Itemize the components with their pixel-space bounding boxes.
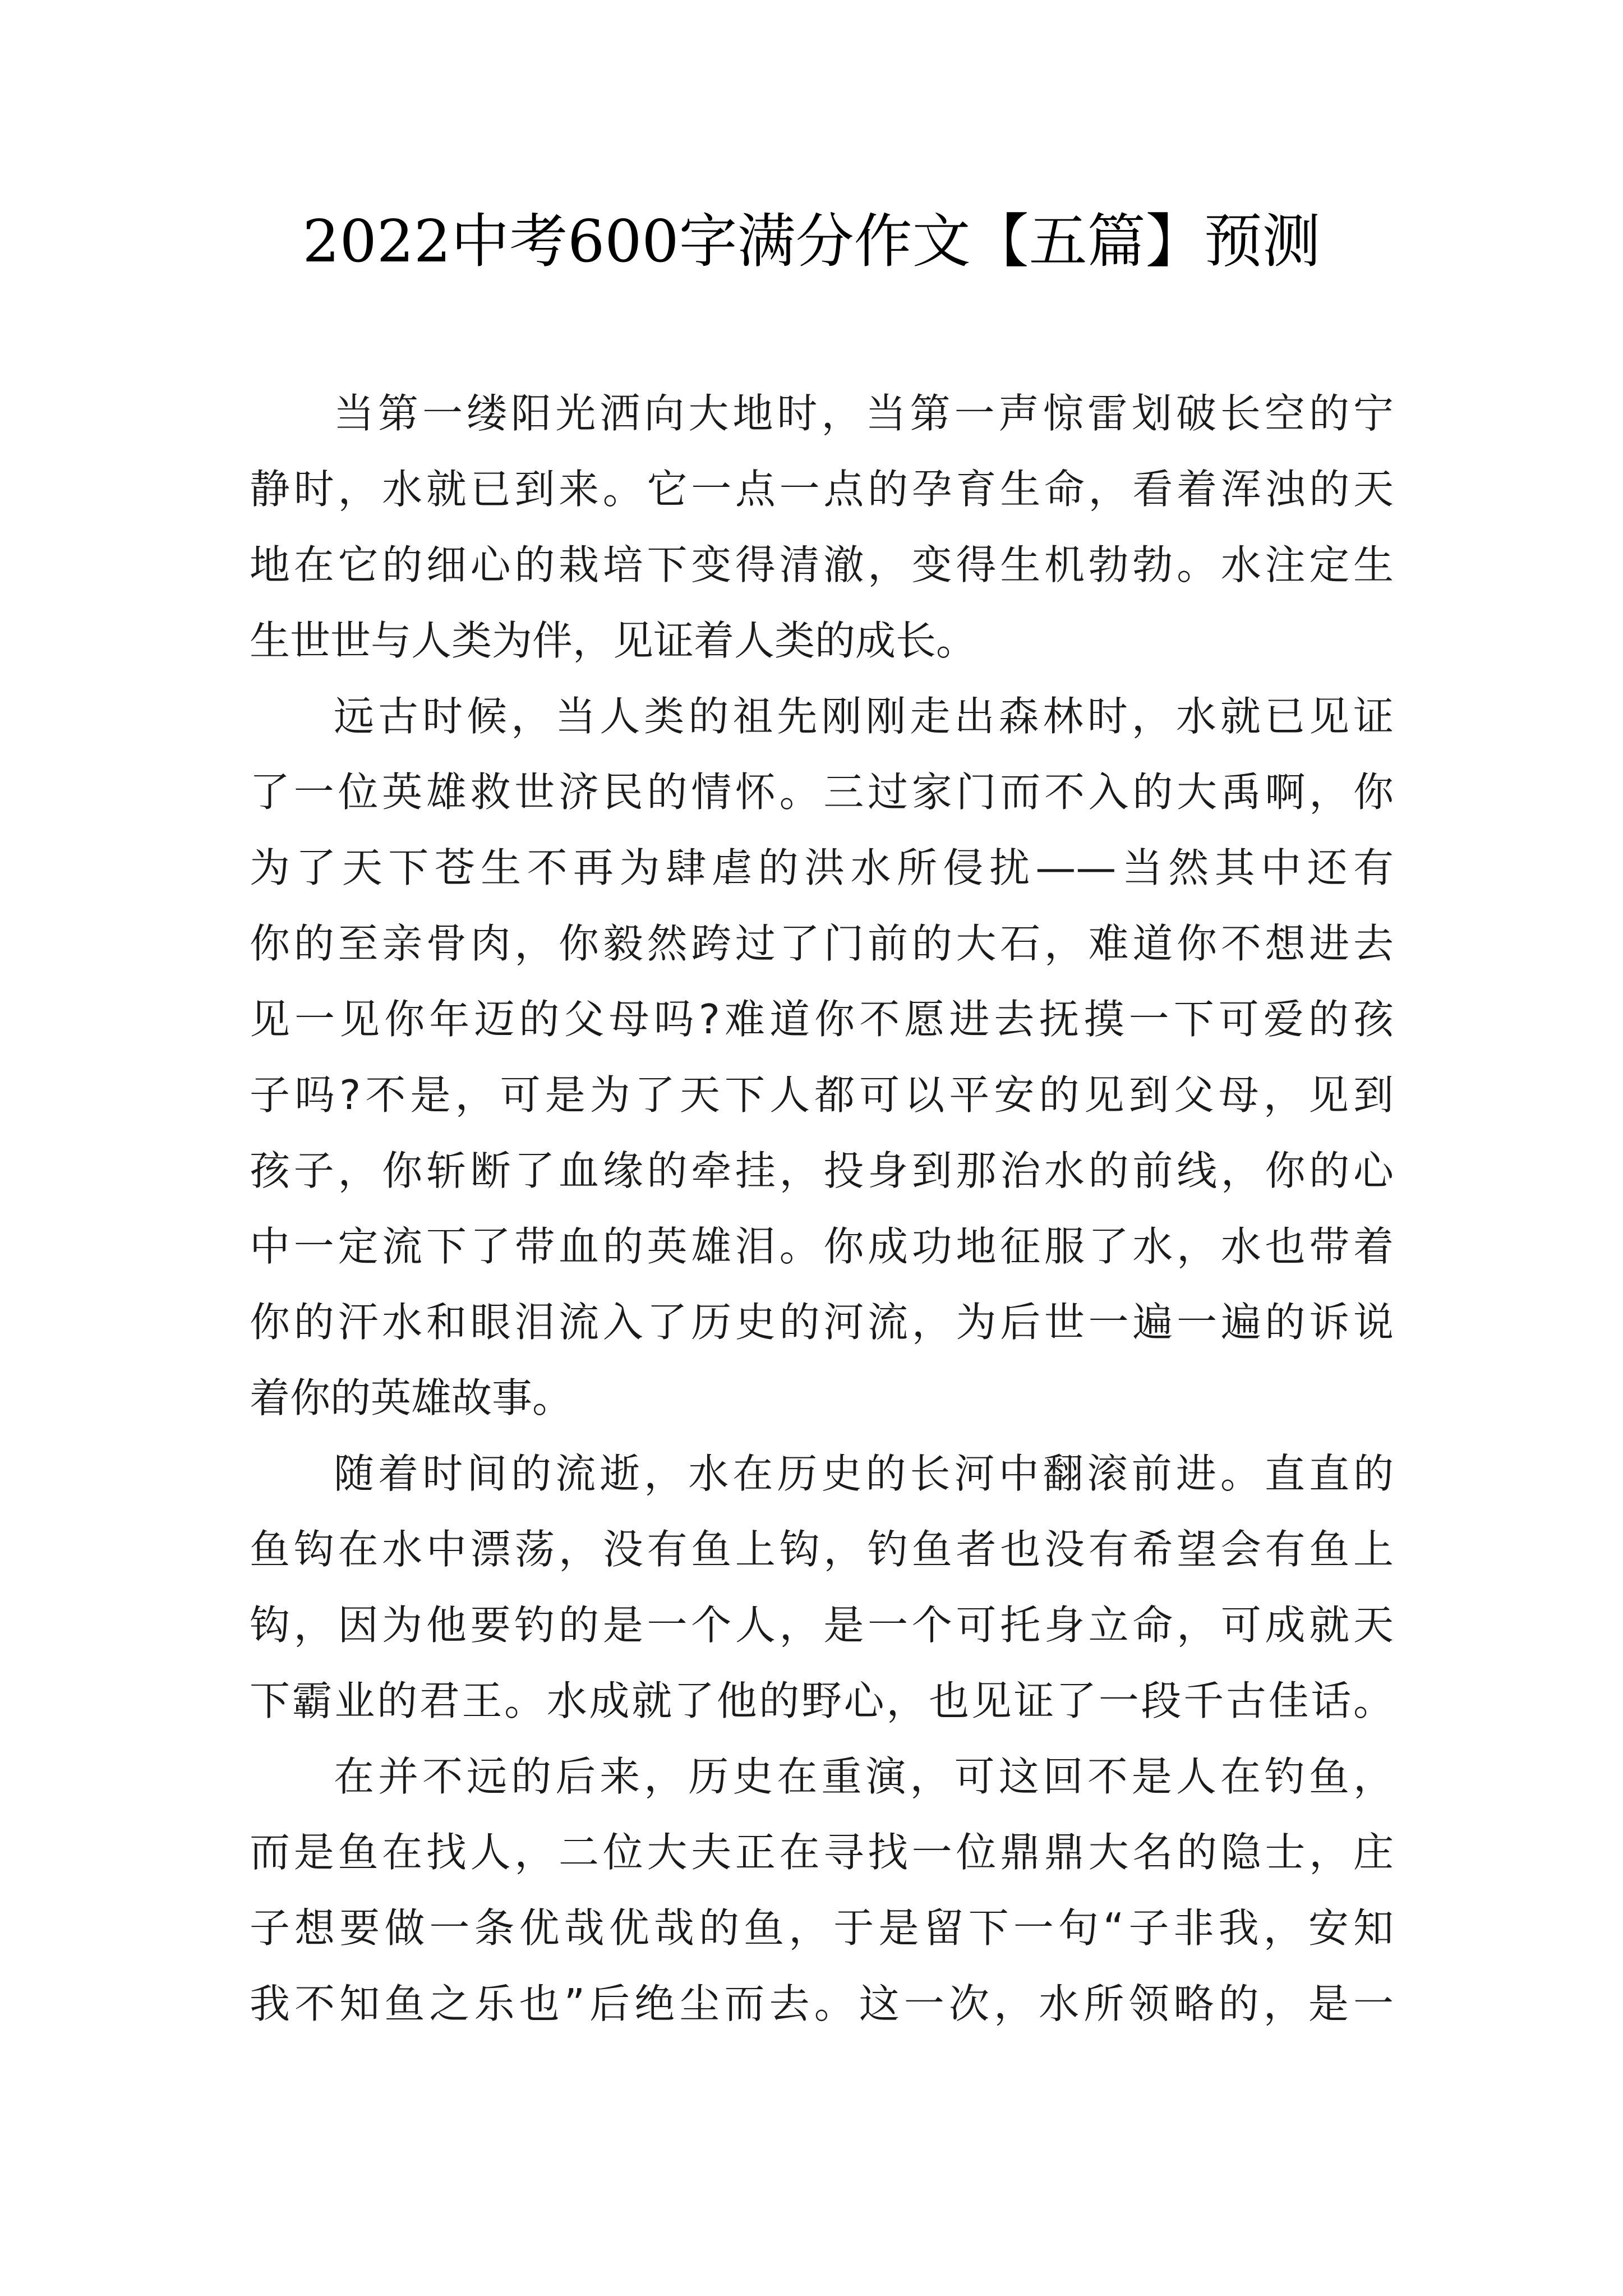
paragraph: [250, 376, 1394, 679]
text-line: 你的汗水和眼泪流入了历史的河流，为后世一遍一遍的诉说: [250, 1299, 1394, 1346]
text-line: 而是鱼在找人，二位大夫正在寻找一位鼎鼎大名的隐士，庄: [250, 1829, 1394, 1876]
text-line: 地在它的细心的栽培下变得清澈，变得生机勃勃。水注定生: [250, 541, 1394, 588]
paragraph: [250, 1436, 1394, 1739]
text-line: 我不知鱼之乐也”后绝尘而去。这一次，水所领略的，是一: [250, 1980, 1394, 2027]
text-line: 中一定流下了带血的英雄泪。你成功地征服了水，水也带着: [250, 1223, 1394, 1270]
text-line: 了一位英雄救世济民的情怀。三过家门而不入的大禹啊，你: [250, 769, 1394, 816]
text-line: 远古时候，当人类的祖先刚刚走出森林时，水就已见证: [334, 693, 1394, 740]
text-line: 钩，因为他要钓的是一个人，是一个可托身立命，可成就天: [250, 1602, 1394, 1649]
text-line: 鱼钩在水中漂荡，没有鱼上钩，钓鱼者也没有希望会有鱼上: [250, 1526, 1394, 1573]
paragraph: [250, 679, 1394, 1436]
document-title: 2022中考600字满分作文【五篇】预测: [302, 207, 1321, 275]
text-line: 生世世与人类为伴，见证着人类的成长。: [250, 617, 977, 664]
text-line: 子吗?不是，可是为了天下人都可以平安的见到父母，见到: [250, 1071, 1394, 1119]
text-line: 为了天下苍生不再为肆虐的洪水所侵扰——当然其中还有: [250, 844, 1394, 891]
text-line: 子想要做一条优哉优哉的鱼，于是留下一句“子非我，安知: [250, 1904, 1394, 1952]
text-line: 静时，水就已到来。它一点一点的孕育生命，看着浑浊的天: [250, 466, 1394, 513]
text-line: 随着时间的流逝，水在历史的长河中翻滚前进。直直的: [334, 1450, 1394, 1497]
text-line: 下霸业的君王。水成就了他的野心，也见证了一段千古佳话。: [250, 1677, 1394, 1724]
paragraph: [250, 1739, 1394, 2042]
text-line: 你的至亲骨肉，你毅然跨过了门前的大石，难道你不想进去: [250, 920, 1394, 967]
document-body: [250, 376, 1394, 2042]
text-line: 着你的英雄故事。: [250, 1374, 573, 1421]
text-line: 见一见你年迈的父母吗?难道你不愿进去抚摸一下可爱的孩: [250, 996, 1394, 1043]
text-line: 当第一缕阳光洒向大地时，当第一声惊雷划破长空的宁: [334, 390, 1394, 437]
text-line: 孩子，你斩断了血缘的牵挂，投身到那治水的前线，你的心: [250, 1147, 1394, 1194]
text-line: 在并不远的后来，历史在重演，可这回不是人在钓鱼，: [334, 1753, 1394, 1800]
